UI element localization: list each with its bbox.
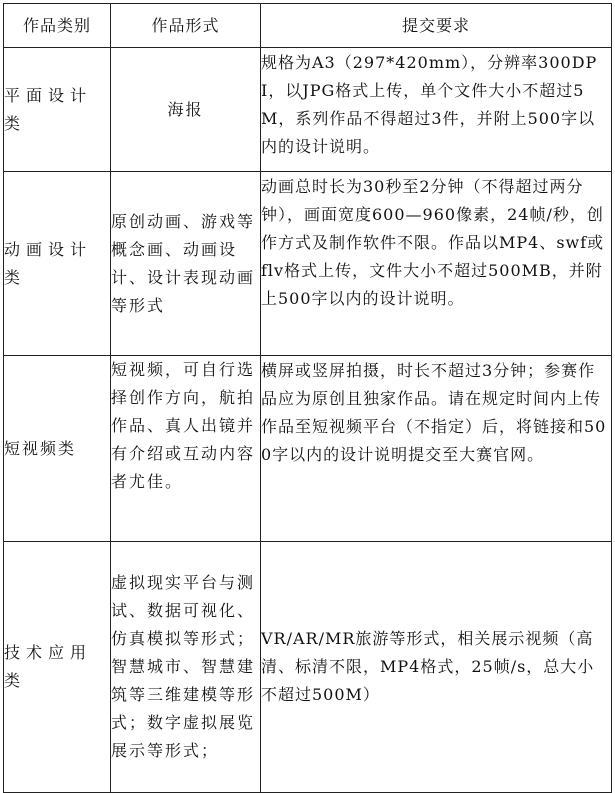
table-header-row: [4, 4, 612, 48]
table-row: [4, 356, 612, 542]
requirements-cell: 动画总时长为30秒至2分钟（不得超过两分钟），画面宽度600—960像素，24帧/秒，创作方式及制作软件不限。作品以MP4、swf或flv格式上传，文件大小不超过500MB，并附上500字以内的设计说明。: [261, 172, 612, 356]
form-cell: 原创动画、游戏等概念画、动画设计、设计表现动画等形式: [111, 172, 261, 356]
requirements-cell: 横屏或竖屏拍摄，时长不超过3分钟；参赛作品应为原创且独家作品。请在规定时间内上传作品至短视频平台（不指定）后，将链接和500字以内的设计说明提交至大赛官网。: [261, 356, 612, 542]
requirements-cell: 规格为A3（297*420mm），分辨率300DPI，以JPG格式上传，单个文件大小不超过5M，系列作品不得超过3件，并附上500字以内的设计说明。: [261, 48, 612, 172]
header-form: 作品形式: [111, 4, 261, 48]
header-requirements: 提交要求: [261, 4, 612, 48]
form-cell: 短视频，可自行选择创作方向，航拍作品、真人出镜并有介绍或互动内容者尤佳。: [111, 356, 261, 542]
category-cell: 平面设计类: [4, 48, 111, 172]
form-cell: 海报: [111, 48, 261, 172]
table-row: [4, 542, 612, 793]
table-row: [4, 172, 612, 356]
table-row: [4, 48, 612, 172]
submission-requirements-table: [3, 3, 612, 793]
category-cell: 动画设计类: [4, 172, 111, 356]
requirements-cell: VR/AR/MR旅游等形式，相关展示视频（高清、标清不限，MP4格式，25帧/s，总大小不超过500M）: [261, 542, 612, 793]
header-category: 作品类别: [4, 4, 111, 48]
category-cell: 短视频类: [4, 356, 111, 542]
category-cell: 技术应用类: [4, 542, 111, 793]
form-cell: 虚拟现实平台与测试、数据可视化、仿真模拟等形式；智慧城市、智慧建筑等三维建模等形式；数字虚拟展览展示等形式；: [111, 542, 261, 793]
